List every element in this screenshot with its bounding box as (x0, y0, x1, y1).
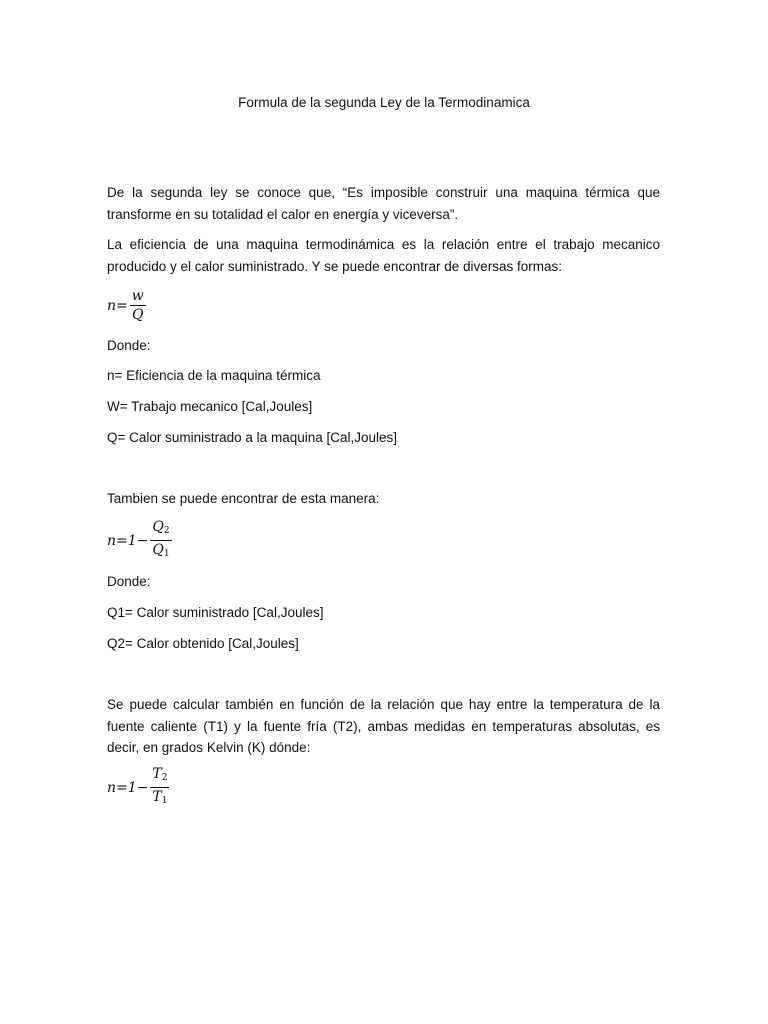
formula-2-den-symbol: Q (152, 542, 164, 558)
donde-label-1: Donde: (107, 338, 151, 353)
definition-q: Q= Calor suministrado a la maquina [Cal,Joules] (107, 430, 398, 445)
formula-2-fraction (150, 519, 171, 562)
formula-2-numerator (150, 519, 171, 541)
efficiency-formula-3 (107, 766, 171, 809)
formula-1-fraction (130, 288, 146, 323)
definition-n: n= Eficiencia de la maquina térmica (107, 368, 321, 383)
formula-3-numerator (150, 766, 169, 788)
definition-q2: Q2= Calor obtenido [Cal,Joules] (107, 636, 299, 651)
formula-3-num-symbol: T (152, 766, 162, 782)
formula-3-denominator (150, 788, 169, 809)
formula-3-lhs: n=1− (107, 779, 149, 796)
document-title: Formula de la segunda Ley de la Termodinamica (238, 95, 530, 110)
intro-paragraph: De la segunda ley se conoce que, “Es imposible construir una maquina térmica que transforme en su totalidad el calor en energía y viceversa”. (107, 185, 660, 222)
formula-3-den-symbol: T (152, 789, 162, 805)
formula-1-numerator: w (131, 288, 144, 304)
formula-2-num-symbol: Q (152, 519, 164, 535)
formula-3-den-subscript: 1 (161, 796, 168, 806)
definition-w: W= Trabajo mecanico [Cal,Joules] (107, 399, 313, 414)
efficiency-paragraph: La eficiencia de una maquina termodinámica es la relación entre el trabajo mecanico producido y el calor suministrado. Y se puede encontrar de diversas formas: (107, 237, 660, 274)
definition-q1: Q1= Calor suministrado [Cal,Joules] (107, 605, 324, 620)
formula-1-lhs: n= (107, 297, 128, 314)
formula-3-num-subscript: 2 (161, 773, 168, 783)
formula-2-den-subscript: 1 (163, 549, 170, 559)
temperature-paragraph: Se puede calcular también en función de la relación que hay entre la temperatura de la fuente caliente (T1) y la fuente fría (T2), ambas medidas en temperaturas absolutas, es decir, en grados Kelvin (K) dónde: (107, 697, 660, 755)
formula-2-lhs: n=1− (107, 532, 149, 549)
efficiency-formula-2 (107, 519, 174, 562)
formula-2-num-subscript: 2 (163, 526, 170, 536)
formula-1-denominator: Q (132, 307, 144, 323)
donde-label-2: Donde: (107, 574, 151, 589)
efficiency-formula-1 (107, 288, 148, 323)
alternative-paragraph: Tambien se puede encontrar de esta manera: (107, 491, 380, 506)
formula-2-denominator (150, 541, 171, 562)
formula-3-fraction (150, 766, 169, 809)
